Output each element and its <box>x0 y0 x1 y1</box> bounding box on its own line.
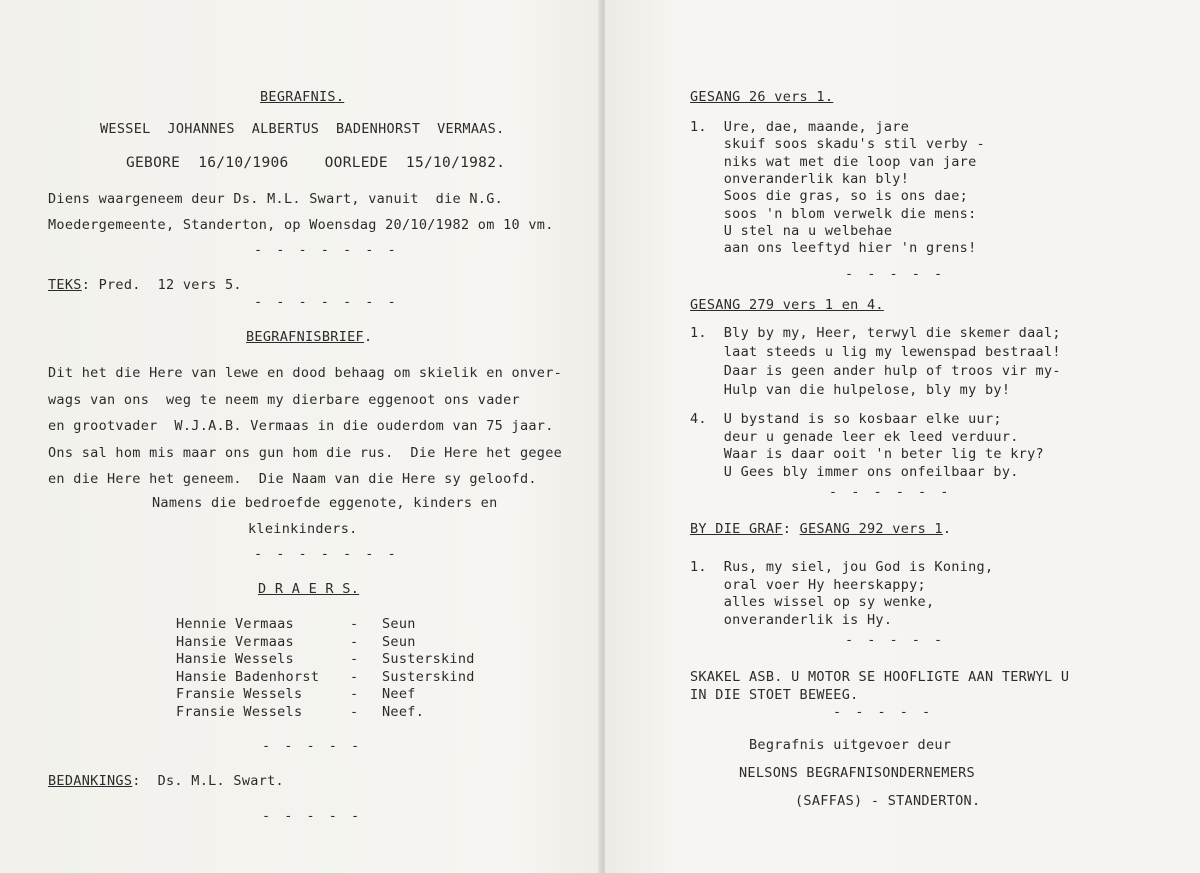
text-line: laat steeds u lig my lewenspad bestraal! <box>690 344 1061 360</box>
pallbearer-name: Fransie Wessels <box>176 686 303 703</box>
text-line: 4. U bystand is so kosbaar elke uur; <box>690 411 1002 427</box>
pallbearer-relation: Susterskind <box>382 668 475 685</box>
notice-line-1: SKAKEL ASB. U MOTOR SE HOOFLIGTE AAN TERWYL U <box>690 669 1070 685</box>
pallbearer-dash: - <box>350 686 359 703</box>
pallbearer-relation: Seun <box>382 616 416 632</box>
text-line: Waar is daar ooit 'n beter lig te kry? <box>690 446 1044 462</box>
pallbearer-name: Hansie Badenhorst <box>176 668 320 685</box>
bedankings-value: : Ds. M.L. Swart. <box>132 773 284 789</box>
separator: - - - - - <box>262 808 363 824</box>
text-line: soos 'n blom verwelk die mens: <box>690 205 977 222</box>
service-line-2: Moedergemeente, Standerton, op Woensdag 20/10/1982 om 10 vm. <box>48 217 554 233</box>
text-line: Daar is geen ander hulp of troos vir my- <box>690 363 1061 379</box>
brief-title-line: BEGRAFNISBRIEF. <box>246 329 373 345</box>
graf-end: . <box>942 521 952 537</box>
text-line: U stel na u welbehae <box>690 222 893 239</box>
pallbearer-dash: - <box>350 633 359 650</box>
text-line: Soos die gras, so is ons dae; <box>690 188 969 205</box>
text-line: Hulp van die hulpelose, bly my by! <box>690 382 1011 398</box>
pallbearer-relation: Neef <box>382 686 416 703</box>
text-line: onveranderlik kan bly! <box>690 170 910 187</box>
pallbearer-name: Fransie Wessels <box>176 704 303 720</box>
text-line: alles wissel op sy wenke, <box>690 594 935 610</box>
text-line: 1. Ure, dae, maande, jare <box>690 119 910 135</box>
bedankings-label: BEDANKINGS <box>48 773 133 789</box>
service-line-1: Diens waargeneem deur Ds. M.L. Swart, vanuit die N.G. <box>48 191 504 207</box>
birth-death-dates: GEBORE 16/10/1906 OORLEDE 15/10/1982. <box>126 155 506 171</box>
gesang2-title: GESANG 279 vers 1 en 4. <box>690 297 884 313</box>
deceased-name: WESSEL JOHANNES ALBERTUS BADENHORST VERMAAS. <box>100 121 505 137</box>
text-line: wags van ons weg te neem my dierbare eggenoot ons vader <box>48 391 520 408</box>
teks-value: : Pred. 12 vers 5. <box>81 277 242 293</box>
pallbearer-name: Hennie Vermaas <box>176 616 294 632</box>
text-line: niks wat met die loop van jare <box>690 153 977 170</box>
text-line: onveranderlik is Hy. <box>690 611 893 628</box>
teks-line <box>48 276 242 294</box>
text-line: en grootvader W.J.A.B. Vermaas in die ouderdom van 75 jaar. <box>48 418 554 434</box>
pallbearer-name: Hansie Vermaas <box>176 633 294 650</box>
graf-title-line <box>690 520 951 538</box>
pallbearer-dash: - <box>350 651 359 668</box>
gesang3-title: GESANG 292 vers 1 <box>799 521 943 537</box>
signoff-line-2: kleinkinders. <box>248 521 358 537</box>
pallbearer-dash: - <box>350 668 359 685</box>
graf-label: BY DIE GRAF <box>690 521 783 537</box>
separator: - - - - - <box>845 632 946 648</box>
text-line: skuif soos skadu's stil verby - <box>690 136 985 153</box>
text-line: en die Here het geneem. Die Naam van die Here sy geloofd. <box>48 471 537 487</box>
text-line: U Gees bly immer ons onfeilbaar by. <box>690 463 1019 480</box>
pallbearer-relation: Neef. <box>382 704 425 720</box>
draers-title: D R A E R S. <box>258 581 360 597</box>
separator: - - - - - <box>845 266 946 282</box>
text-line: oral voer Hy heerskappy; <box>690 576 926 593</box>
separator: - - - - - - - <box>254 242 399 258</box>
pallbearer-dash: - <box>350 704 359 720</box>
separator: - - - - - <box>833 704 934 720</box>
right-page <box>605 0 1200 873</box>
separator: - - - - - - - <box>254 294 399 310</box>
text-line: 1. Rus, my siel, jou God is Koning, <box>690 559 994 575</box>
separator: - - - - - <box>262 738 363 754</box>
separator: - - - - - - <box>829 484 952 500</box>
pallbearer-dash: - <box>350 616 359 632</box>
brief-title: BEGRAFNISBRIEF <box>246 329 364 345</box>
funeral-title: BEGRAFNIS. <box>260 89 345 105</box>
graf-colon: : <box>782 521 800 537</box>
bedankings-line <box>48 772 284 790</box>
text-line: Ons sal hom mis maar ons gun hom die rus. Die Here het gegee <box>48 444 563 461</box>
pallbearer-name: Hansie Wessels <box>176 651 294 668</box>
pallbearer-relation: Susterskind <box>382 651 475 668</box>
text-line: aan ons leeftyd hier 'n grens! <box>690 240 977 257</box>
text-line: Dit het die Here van lewe en dood behaag om skielik en onver- <box>48 365 563 381</box>
pallbearer-relation: Seun <box>382 633 416 650</box>
undertaker-line-3: (SAFFAS) - STANDERTON. <box>795 793 981 809</box>
separator: - - - - - - - <box>254 546 399 562</box>
signoff-line-1: Namens die bedroefde eggenote, kinders en <box>152 495 498 511</box>
undertaker-line-1: Begrafnis uitgevoer deur <box>749 737 952 753</box>
notice-line-2: IN DIE STOET BEWEEG. <box>690 687 859 703</box>
gesang1-title: GESANG 26 vers 1. <box>690 89 834 105</box>
undertaker-line-2: NELSONS BEGRAFNISONDERNEMERS <box>739 765 975 781</box>
teks-label: TEKS <box>48 277 82 293</box>
text-line: deur u genade leer ek leed verduur. <box>690 428 1019 445</box>
text-line: 1. Bly by my, Heer, terwyl die skemer daal; <box>690 325 1061 341</box>
